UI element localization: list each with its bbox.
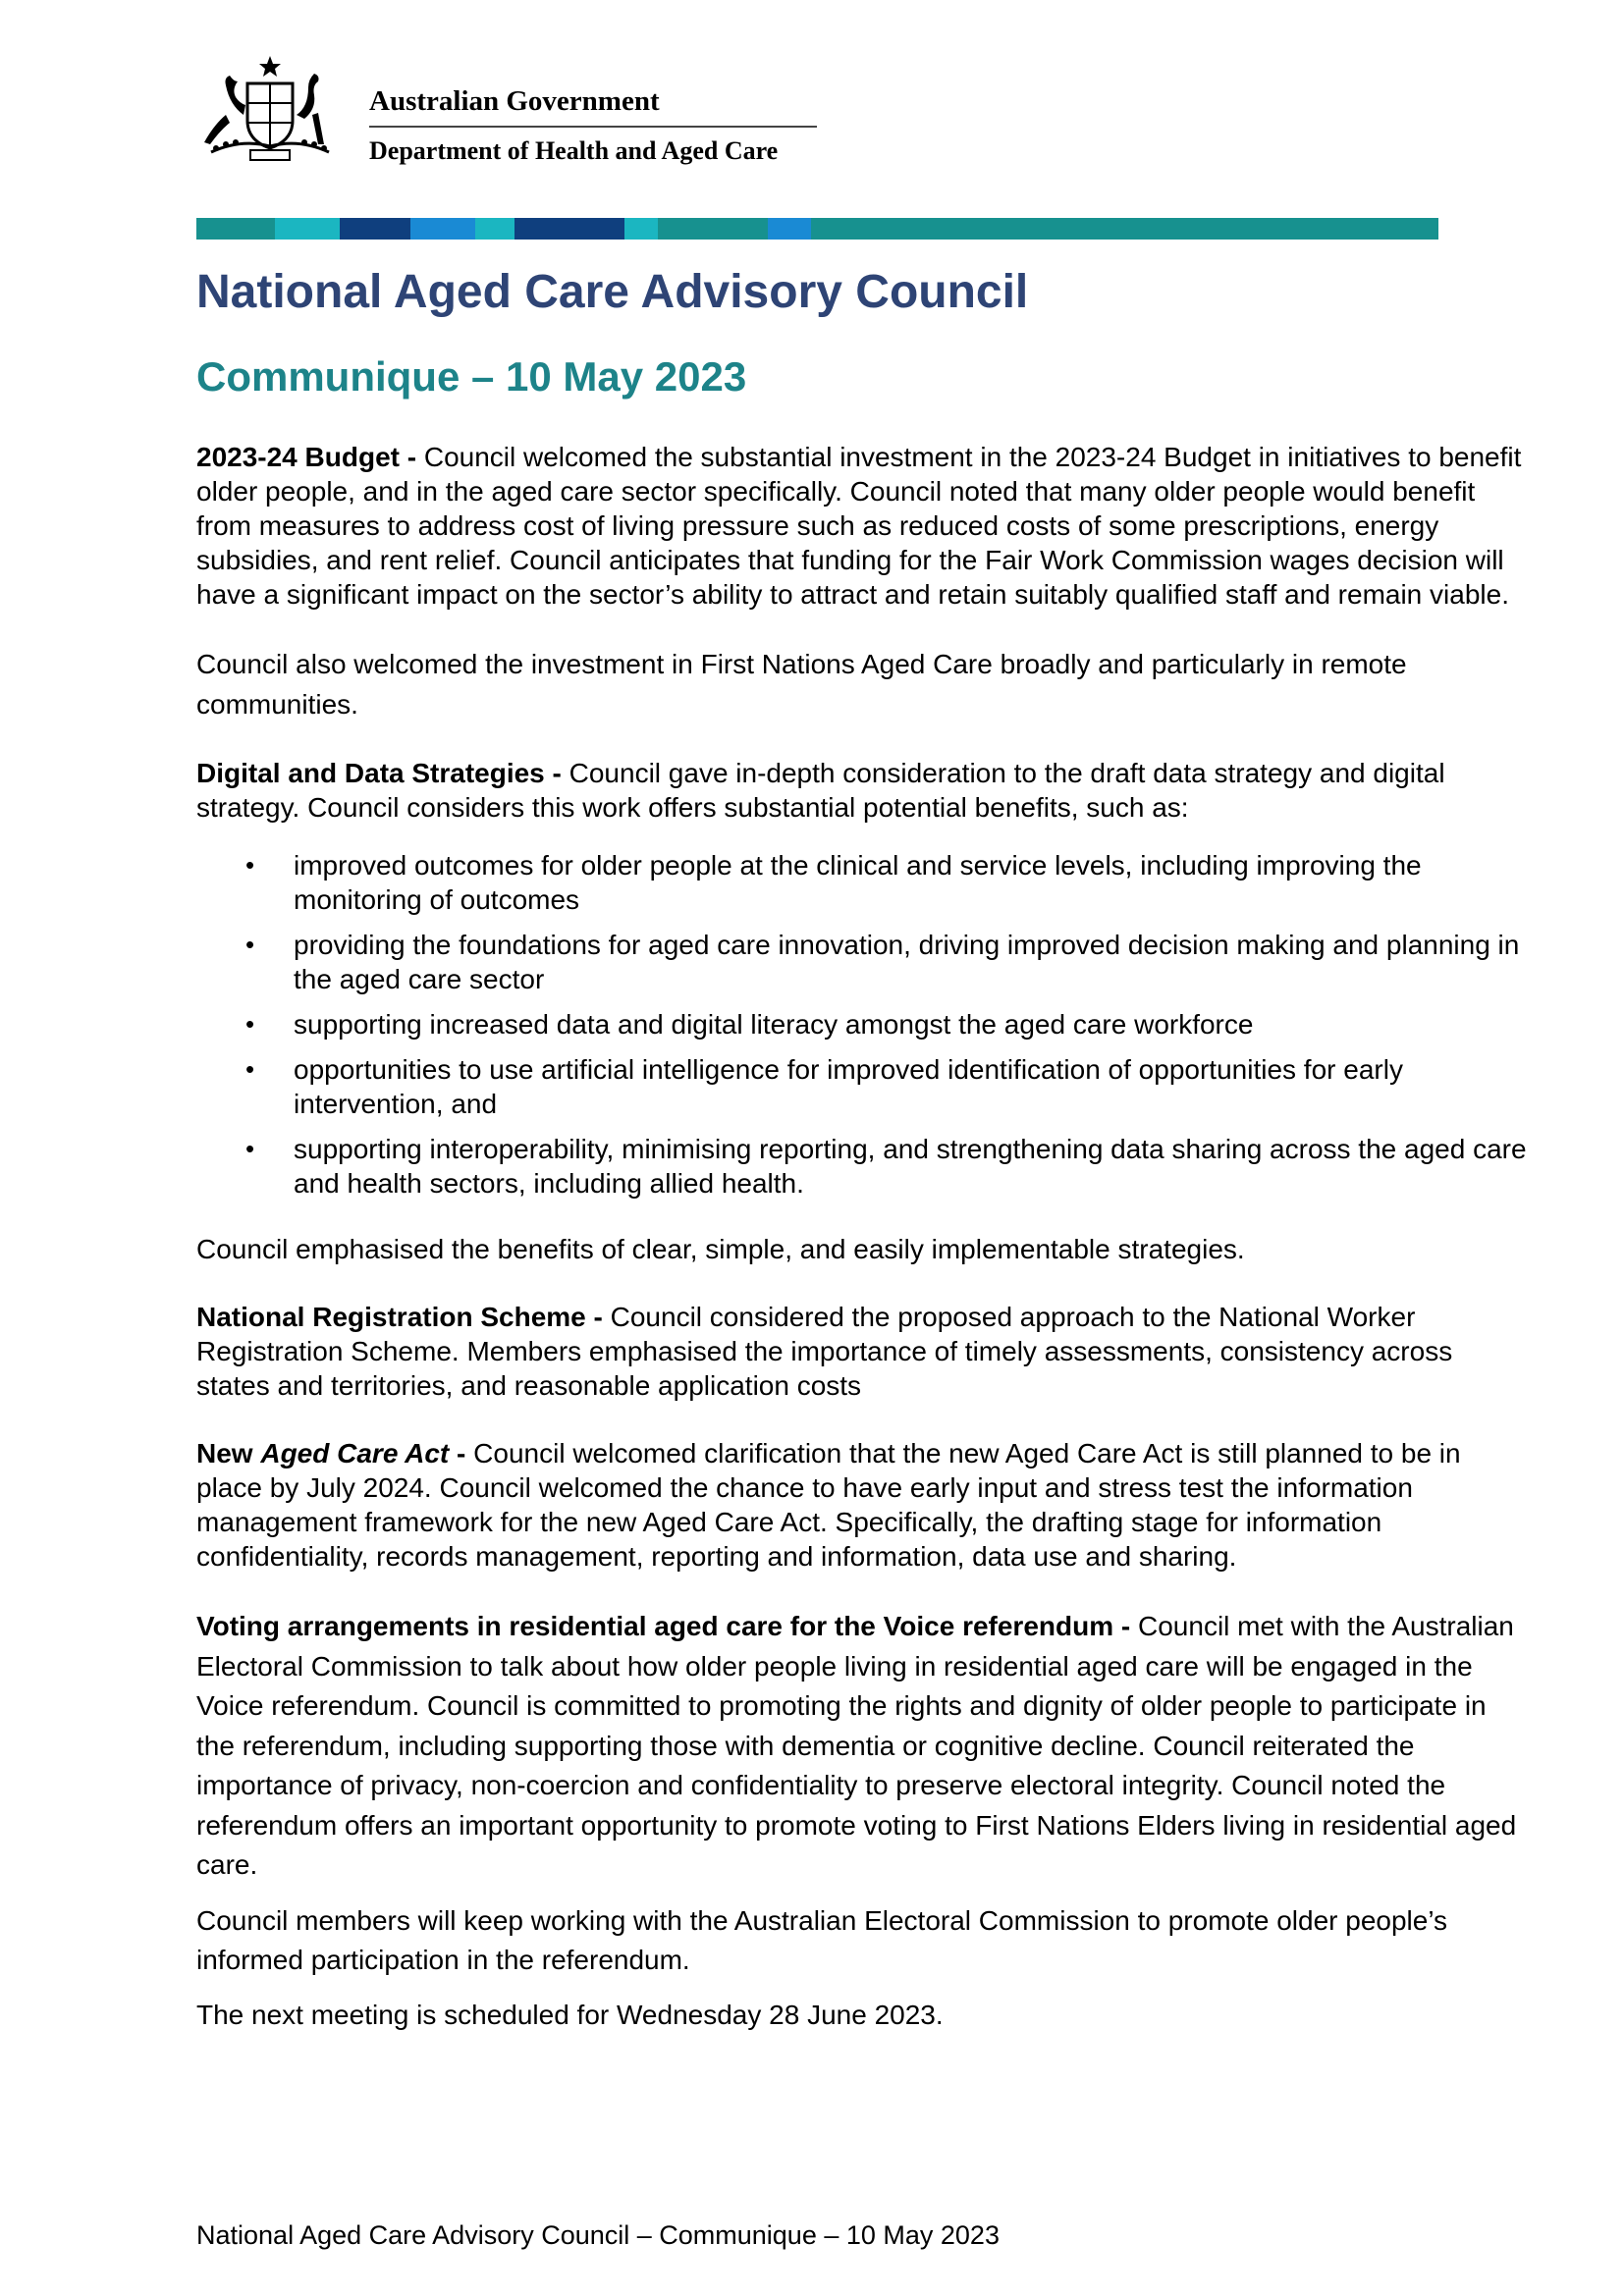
- document-body: [196, 440, 1532, 2051]
- list-item: • improved outcomes for older people at the clinical and service levels, including improving the monitoring of outcomes: [196, 848, 1532, 917]
- list-item: • supporting interoperability, minimising reporting, and strengthening data sharing across the aged care and health sectors, including allied health.: [196, 1132, 1532, 1201]
- aec-paragraph: Council members will keep working with the Australian Electoral Commission to promote older people’s informed participation in the referendum.: [196, 1904, 1448, 1975]
- next-meeting-paragraph: The next meeting is scheduled for Wednesday 28 June 2023.: [196, 1999, 944, 2030]
- voting-text: Council met with the Australian Electoral Commission to talk about how older people living in residential aged care will be engaged in the Voice referendum. Council is committed to promoting the rights and dignity of older people to participate in the referendum, including supporting those with dementia or cognitive decline. Council reiterated the importance of privacy, non-coercion and confidentiality to preserve electoral integrity. Council noted the referendum offers an important opportunity to promote voting to First Nations Elders living in residential aged care.: [196, 1611, 1517, 1880]
- coat-of-arms-icon: [196, 54, 344, 170]
- page-footer: National Aged Care Advisory Council – Communique – 10 May 2023: [196, 2220, 1000, 2250]
- header-logo: [196, 54, 825, 172]
- government-name: Australian Government: [369, 85, 660, 117]
- budget-heading: 2023-24 Budget -: [196, 442, 424, 472]
- digital-paragraph: [196, 756, 1532, 825]
- registration-heading: National Registration Scheme -: [196, 1302, 611, 1332]
- act-heading-italic: Aged Care Act: [260, 1438, 450, 1468]
- voting-paragraph: [196, 1607, 1532, 1886]
- budget-paragraph: [196, 440, 1532, 612]
- decorative-color-bar: [196, 218, 1438, 240]
- page-title: National Aged Care Advisory Council: [196, 266, 1029, 318]
- budget-text: Council welcomed the substantial investment in the 2023-24 Budget in initiatives to benefit older people, and in the aged care sector specifically. Council noted that many older people would benefit from measures to address cost of living pressure such as reduced costs of some prescriptions, energy subsidies, and rent relief. Council anticipates that funding for the Fair Work Commission wages decision will have a significant impact on the sector’s ability to attract and retain suitably qualified staff and remain viable.: [196, 442, 1522, 610]
- digital-heading: Digital and Data Strategies -: [196, 758, 569, 788]
- list-item: • supporting increased data and digital literacy amongst the aged care workforce: [196, 1007, 1532, 1041]
- act-paragraph: [196, 1436, 1532, 1574]
- voting-heading: Voting arrangements in residential aged care for the Voice referendum -: [196, 1611, 1138, 1641]
- list-item: • opportunities to use artificial intelligence for improved identification of opportunities for early intervention, and: [196, 1052, 1532, 1121]
- registration-text: Council considered the proposed approach to the National Worker Registration Scheme. Members emphasised the importance of timely assessments, consistency across states and territories, and reasonable application costs: [196, 1302, 1453, 1401]
- act-heading-suffix: -: [449, 1438, 474, 1468]
- department-name: Department of Health and Aged Care: [369, 136, 779, 165]
- registration-paragraph: [196, 1300, 1532, 1403]
- first-nations-paragraph: Council also welcomed the investment in First Nations Aged Care broadly and particularly in remote communities.: [196, 649, 1407, 720]
- benefits-list: [196, 848, 1532, 1201]
- header-divider: [369, 126, 817, 128]
- act-text: Council welcomed clarification that the new Aged Care Act is still planned to be in place by July 2024. Council welcomed the chance to have early input and stress test the information management framework for the new Aged Care Act. Specifically, the drafting stage for information confidentiality, records management, reporting and information, data use and sharing.: [196, 1438, 1461, 1572]
- page-subtitle: Communique – 10 May 2023: [196, 353, 747, 400]
- act-heading-prefix: New: [196, 1438, 261, 1468]
- digital-closing-paragraph: Council emphasised the benefits of clear, simple, and easily implementable strategies.: [196, 1234, 1245, 1264]
- list-item: • providing the foundations for aged care innovation, driving improved decision making and planning in the aged care sector: [196, 928, 1532, 996]
- digital-text: Council gave in-depth consideration to the draft data strategy and digital strategy. Council considers this work offers substantial potential benefits, such as:: [196, 758, 1445, 823]
